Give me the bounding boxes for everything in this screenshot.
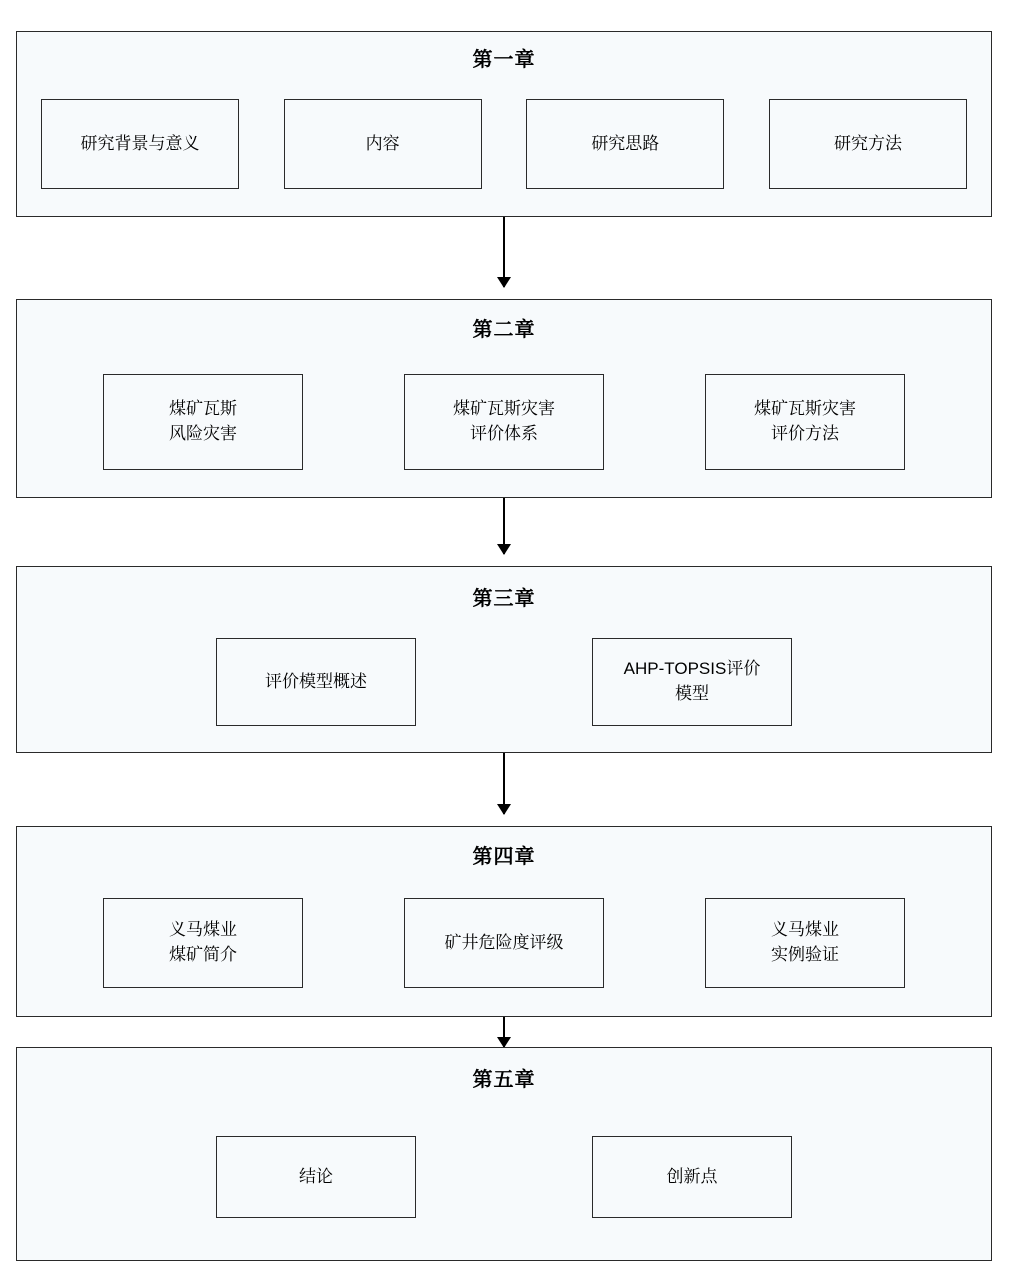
node-yima-case-verification: 义马煤业 实例验证 (705, 898, 905, 988)
chapter-title-1: 第一章 (472, 49, 536, 71)
chapter-block-2 (16, 299, 992, 498)
chapter-block-5 (16, 1047, 992, 1261)
chapter-title-2: 第二章 (472, 319, 536, 341)
chapter-2-node-row (17, 374, 991, 470)
node-yima-mine-intro: 义马煤业 煤矿简介 (103, 898, 303, 988)
node-conclusion: 结论 (216, 1136, 416, 1218)
chapter-1-node-row (17, 99, 991, 189)
arrow-chapter2-to-chapter3 (503, 498, 505, 554)
chapter-title-4: 第四章 (472, 846, 536, 868)
node-gas-risk-disaster: 煤矿瓦斯 风险灾害 (103, 374, 303, 470)
chapter-block-3 (16, 566, 992, 753)
chapter-5-node-row (17, 1136, 991, 1218)
node-mine-risk-rating: 矿井危险度评级 (404, 898, 604, 988)
node-research-background: 研究背景与意义 (41, 99, 239, 189)
chapter-4-node-row (17, 898, 991, 988)
node-ahp-topsis-model: AHP-TOPSIS评价 模型 (592, 638, 792, 726)
node-research-approach: 研究思路 (526, 99, 724, 189)
node-evaluation-model-overview: 评价模型概述 (216, 638, 416, 726)
arrow-chapter4-to-chapter5 (503, 1017, 505, 1047)
chapter-3-node-row (17, 638, 991, 726)
chapter-title-5: 第五章 (472, 1069, 536, 1091)
node-content: 内容 (284, 99, 482, 189)
chapter-title-3: 第三章 (472, 588, 536, 610)
node-research-method: 研究方法 (769, 99, 967, 189)
node-gas-evaluation-method: 煤矿瓦斯灾害 评价方法 (705, 374, 905, 470)
node-gas-evaluation-system: 煤矿瓦斯灾害 评价体系 (404, 374, 604, 470)
node-innovation-points: 创新点 (592, 1136, 792, 1218)
arrow-chapter1-to-chapter2 (503, 217, 505, 287)
chapter-block-1 (16, 31, 992, 217)
arrow-chapter3-to-chapter4 (503, 753, 505, 814)
chapter-block-4 (16, 826, 992, 1017)
